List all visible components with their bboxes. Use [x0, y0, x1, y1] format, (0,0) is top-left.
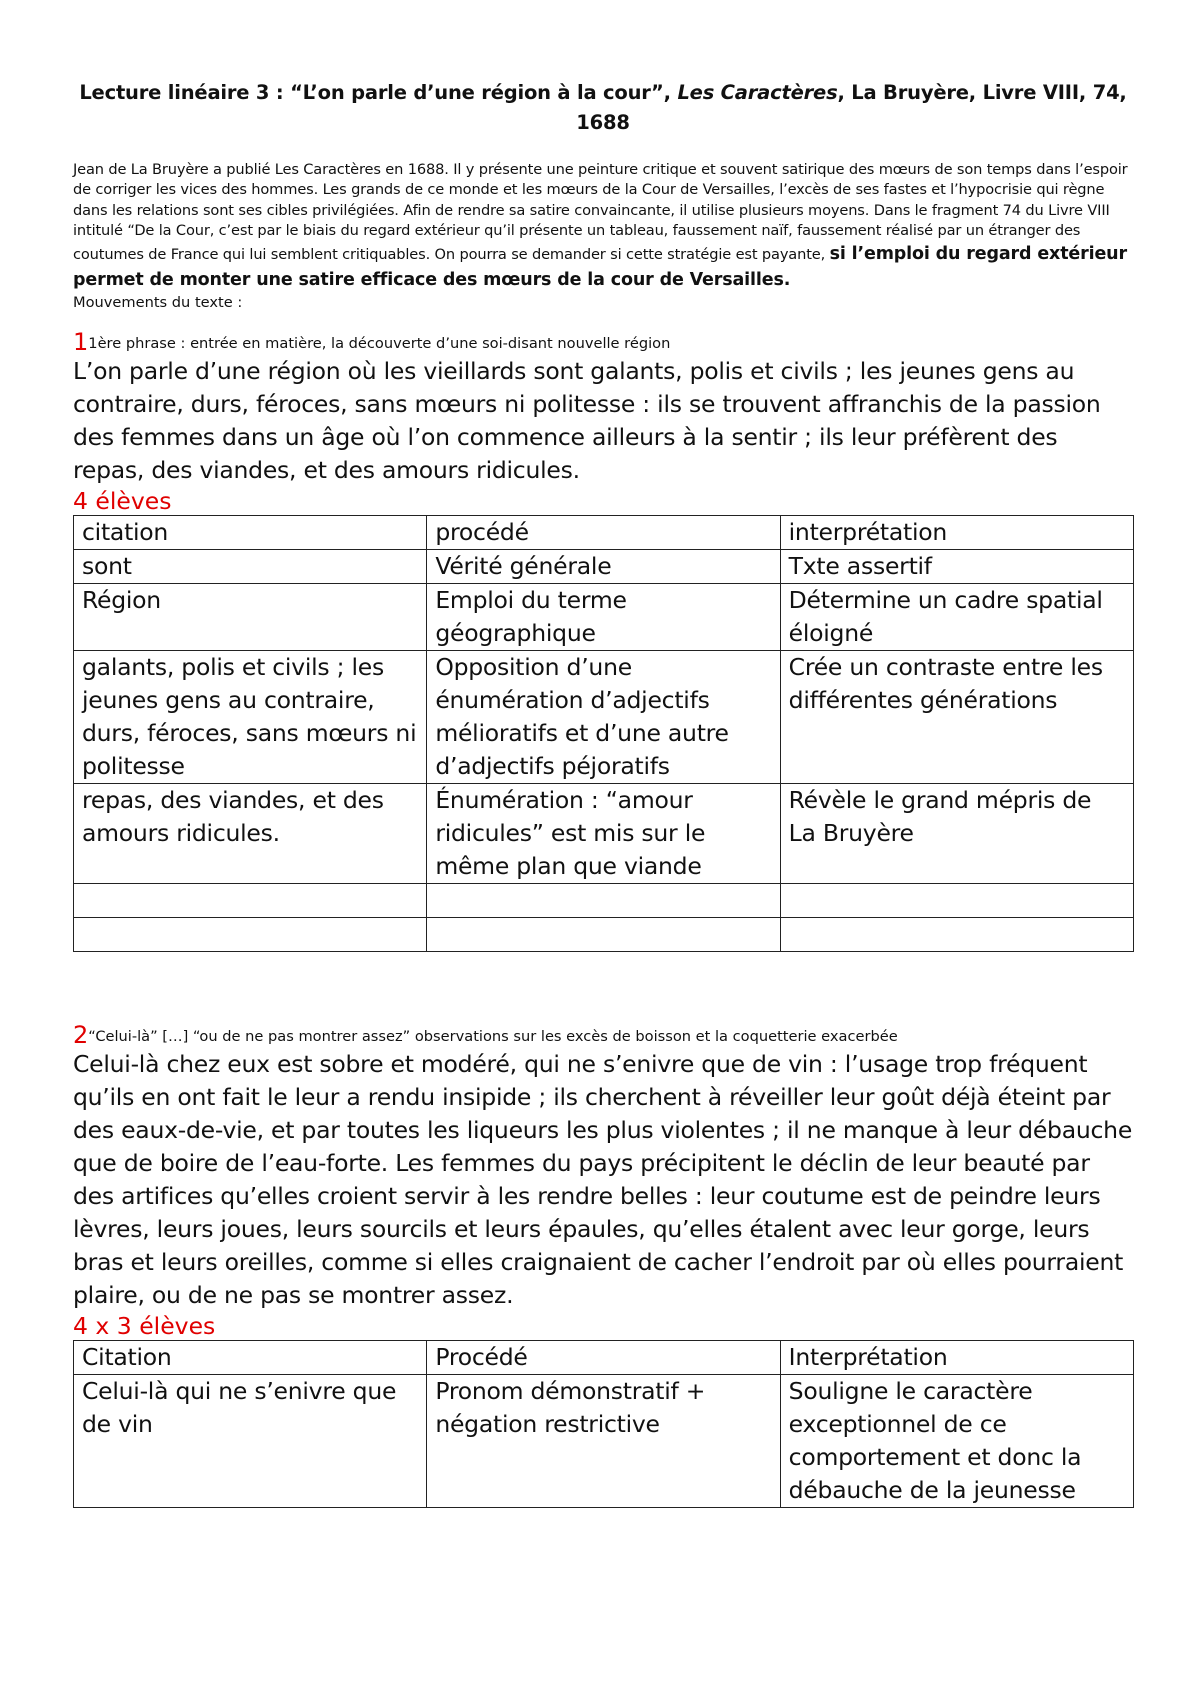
- table-cell: [780, 918, 1133, 952]
- table-cell: Souligne le caractère exceptionnel de ce comportement et donc la débauche de la jeunesse: [780, 1375, 1133, 1508]
- table-cell: Détermine un cadre spatial éloigné: [780, 584, 1133, 651]
- table-cell: Celui-là qui ne s’enivre que de vin: [74, 1375, 427, 1508]
- header-cell: Procédé: [427, 1341, 780, 1375]
- header-cell: interprétation: [780, 516, 1133, 550]
- table-row: [74, 584, 1134, 651]
- table-cell: Énumération : “amour ridicules” est mis sur le même plan que viande: [427, 784, 780, 884]
- table-cell: [427, 884, 780, 918]
- header-cell: Citation: [74, 1341, 427, 1375]
- table-cell: Pronom démonstratif + négation restrictive: [427, 1375, 780, 1508]
- section-1-heading: 11ère phrase : entrée en matière, la découverte d’une soi-disant nouvelle région: [73, 328, 671, 357]
- table-cell: [74, 918, 427, 952]
- table-cell: Crée un contraste entre les différentes générations: [780, 651, 1133, 784]
- table-row-empty: [74, 918, 1134, 952]
- work-title: Les Caractères: [677, 81, 838, 104]
- section-2-quote: Celui-là chez eux est sobre et modéré, qui ne s’enivre que de vin : l’usage trop fréquent qu’ils en ont fait le leur a rendu insipide ; ils cherchent à réveiller leur goût déjà éteint par des eaux-de-vie, et par toutes les liqueurs les plus violentes ; il ne manque à leur débauche que de boire de l’eau-forte. Les femmes du pays précipitent le déclin de leur beauté par des artifices qu’elles croient servir à les rendre belles : leur coutume est de peindre leurs lèvres, leurs joues, leurs sourcils et leurs épaules, qu’elles étalent avec leur gorge, leurs bras et leurs oreilles, comme si elles craignaient de cacher l’endroit par où elles pourraient plaire, ou de ne pas se montrer assez.: [73, 1050, 1133, 1310]
- movements-label: Mouvements du texte :: [73, 294, 243, 312]
- table-row-empty: [74, 884, 1134, 918]
- section-2-number: 2: [73, 1021, 89, 1050]
- table-cell: [427, 918, 780, 952]
- table-cell: [780, 884, 1133, 918]
- analysis-table-1: [73, 515, 1134, 952]
- table-cell: [74, 884, 427, 918]
- table-cell: Révèle le grand mépris de La Bruyère: [780, 784, 1133, 884]
- document-title: Lecture linéaire 3 : “L’on parle d’une région à la cour”, Les Caractères, La Bruyère, Livre VIII, 74, 1688: [79, 81, 1127, 134]
- table-cell: Emploi du terme géographique: [427, 584, 780, 651]
- table-row: [74, 550, 1134, 584]
- section-1-students: 4 élèves: [73, 487, 172, 516]
- table-cell: galants, polis et civils ; les jeunes gens au contraire, durs, féroces, sans mœurs ni politesse: [74, 651, 427, 784]
- section-2-heading: 2“Celui-là” […] “ou de ne pas montrer assez” observations sur les excès de boisson et la coquetterie exacerbée: [73, 1021, 898, 1050]
- table-row: [74, 784, 1134, 884]
- section-1-number: 1: [73, 328, 89, 357]
- analysis-table-2: [73, 1340, 1134, 1508]
- spacer: [73, 952, 1133, 1024]
- header-cell: citation: [74, 516, 427, 550]
- header-cell: Interprétation: [780, 1341, 1133, 1375]
- document-page: [73, 78, 1133, 1508]
- problematic: si l’emploi du regard extérieur permet de monter une satire efficace des mœurs de la cour de Versailles.: [73, 244, 1127, 291]
- table-cell: Vérité générale: [427, 550, 780, 584]
- table-header-row: [74, 516, 1134, 550]
- introduction: Jean de La Bruyère a publié Les Caractères en 1688. Il y présente une peinture critique et souvent satirique des mœurs de son temps dans l’espoir de corriger les vices des hommes. Les grands de ce monde et les mœurs de la Cour de Versailles, l’excès de ses fastes et l’hypocrisie qui règne dans les relations sont ses cibles privilégiées. Afin de rendre sa satire convaincante, il utilise plusieurs moyens. Dans le fragment 74 du Livre VIII intitulé “De la Cour, c’est par le biais du regard extérieur qu’il présente un tableau, faussement naïf, faussement réalisé par un étranger des coutumes de France qui lui semblent critiquables. On pourra se demander si cette stratégie est payante, si l’emploi du regard extérieur permet de monter une satire efficace des mœurs de la cour de Versailles.: [73, 161, 1128, 291]
- table-header-row: [74, 1341, 1134, 1375]
- table-cell: Txte assertif: [780, 550, 1133, 584]
- header-cell: procédé: [427, 516, 780, 550]
- section-2-students: 4 x 3 élèves: [73, 1312, 216, 1341]
- table-cell: repas, des viandes, et des amours ridicules.: [74, 784, 427, 884]
- table-cell: sont: [74, 550, 427, 584]
- section-1-quote: L’on parle d’une région où les vieillards sont galants, polis et civils ; les jeunes gens au contraire, durs, féroces, sans mœurs ni politesse : ils se trouvent affranchis de la passion des femmes dans un âge où l’on commence ailleurs à la sentir ; ils leur préfèrent des repas, des viandes, et des amours ridicules.: [73, 357, 1101, 485]
- table-row: [74, 651, 1134, 784]
- table-cell: Opposition d’une énumération d’adjectifs mélioratifs et d’une autre d’adjectifs péjoratifs: [427, 651, 780, 784]
- table-row: [74, 1375, 1134, 1508]
- table-cell: Région: [74, 584, 427, 651]
